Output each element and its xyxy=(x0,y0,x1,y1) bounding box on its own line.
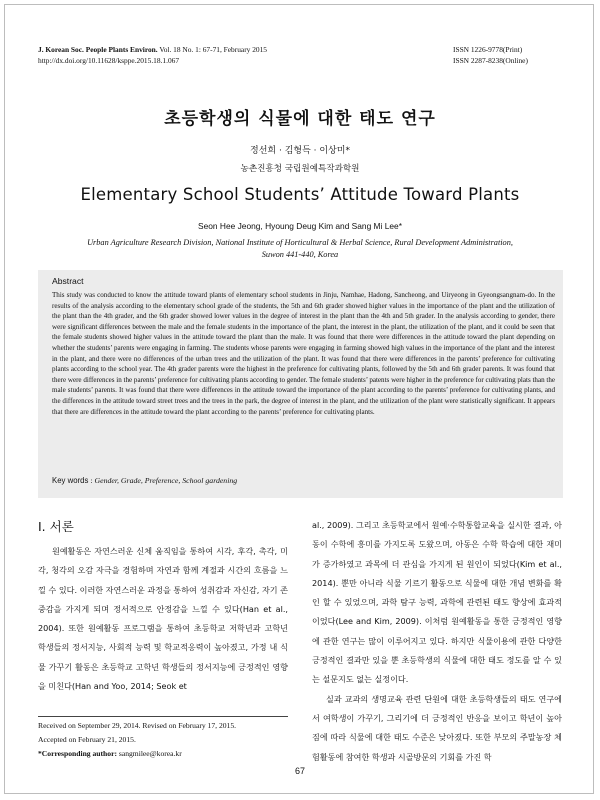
authors-korean: 정선희 · 김형득 · 이상미* xyxy=(250,146,350,156)
body-left-column: 원예활동은 자연스러운 신체 움직임을 통하여 시각, 후각, 촉각, 미각, 청각의 오감 자극을 경험하며 자연과 함께 계절과 시간의 흐름을 느낄 수 있다. 이러한 자연스러운 과정을 통하여 성취감과 자신감, 자기 존중감을 가지게 되며 정서적으로 안정감을 느낄 수 있다(Han et al., 2004). 또한 원예활동 프로그램을 통하여 초등학교 저학년과 고학년 학생들의 정서지능, 사회적 능력 및 학교적응력이 높아졌고, 가정 내 식물 가꾸기 활동은 초등학교 고학년 학생들의 정서지능에 긍정적인 영향을 미친다(Han and Yoo, 2014; Seok et xyxy=(38,546,288,692)
footnote-received: Received on September 29, 2014. Revised on February 17, 2015. xyxy=(38,721,237,730)
keywords-separator: : xyxy=(88,476,95,485)
footnote xyxy=(38,719,290,760)
corresponding-author-label: *Corresponding author: xyxy=(38,748,117,758)
footnote-divider xyxy=(38,716,288,717)
body-right-paragraph-2: 실과 교과의 생명교육 관련 단원에 대한 초등학생들의 태도 연구에서 여학생이 가꾸기, 그리기에 더 긍정적인 반응을 보이고 학년이 높아짐에 따라 식물에 대한 태도 수준은 낮아졌다. 또한 부모의 주말농장 체험활동에 참여한 학생과 시골방문의 기회를 가진 학 xyxy=(312,693,562,762)
doi-link[interactable]: http://dx.doi.org/10.11628/ksppe.2015.18.1.067 xyxy=(38,55,180,65)
corresponding-author-email[interactable]: sangmilee@korea.kr xyxy=(116,748,182,758)
body-right-paragraph-1: al., 2009). 그리고 초등학교에서 원예·수학통합교육을 실시한 결과, 아동이 수학에 흥미를 가지도록 도왔으며, 아동은 수학 학습에 대한 재미가 증가하였고 과목에 더 관심을 가지게 된 원인이 되었다(Kim et al., 2014). 뿐만 아니라 식물 기르기 활동으로 식물에 대한 개념 변화를 확인 할 수 있었으며, 과학 탐구 능력, 과학에 관련된 태도 향상에 효과적이었다(Lee and Kim, 2009). 이처럼 원예활동을 통한 긍정적인 영향에 관한 연구는 많이 이루어지고 있다. 하지만 식물이용에 관한 다양한 긍정적인 결과만 있을 뿐 초등학생의 식물에 대한 태도 정도를 알 수 있는 설문지도 없는 실정이다. xyxy=(312,520,562,685)
body-right-column xyxy=(312,516,562,767)
journal-header xyxy=(38,45,267,66)
journal-volume: Vol. 18 No. 1: 67-71, February 2015 xyxy=(157,45,267,54)
affiliation-english-line1: Urban Agriculture Research Division, National Institute of Horticultural & Herbal Science, Rural Development Administration, xyxy=(87,238,513,247)
keywords-values: Gender, Grade, Preference, School gardening xyxy=(94,476,238,485)
keywords-label: Key words xyxy=(52,476,89,485)
page-number: 67 xyxy=(294,766,305,776)
abstract-text: This study was conducted to know the attitude toward plants of elementary school students in Jinju, Namhae, Hadong, Sancheong, and Uiryeong in Gyeongsangnam-do. In the results of the analysis according to the elementary school grade of the students, the 5th and 6th grader showed higher values in the importance of the plant and the utilization of the plant than the 4th grader, and the 6th grader showed lower values in the degree of interest in the plant than the 4th and 5th grader. In the analysis according to gender, there were significant differences between the male and the female students in the importance of the plant, the interest in the plant, the utilization of the plant, and it could be seen that the female students showed higher values in the attitude toward the plant than the male. It was found that there were differences in the attitude toward the plant depending on whether the students’ parents were engaging in farming. The students whose parents were engaging in farming showed high values in the importance of the plant and the interest in the plant, and there were no differences of the urban trees and the utilization of the plant. It was found that there were differences in the parents’ preference for cultivating plants according to the school year. The 4th grader parents were the highest in the preference for cultivating plants, followed by the 5th and 6th grader parents. It was found that there were differences in the parents’ preference for cultivating plants according to gender. The female students’ patents were higher in the preference for cultivating plats than the male students’ parents. It was found that there were differences in the attitude toward the importance of the plant according to the parents’ preference for cultivating plants, and the differences in the attitude toward street trees and the trees in the park, the degree of interest in the plant, and the utilization of the plant were statistically significant. It appears that there are differences in the attitude toward the plant according to the parents’ preference for cultivating plants. xyxy=(52,291,555,416)
footnote-accepted: Accepted on February 21, 2015. xyxy=(38,734,136,744)
abstract-heading: Abstract xyxy=(52,276,84,286)
issn-print: ISSN 1226-9778(Print) xyxy=(453,45,523,54)
title-english: Elementary School Students’ Attitude Toward Plants xyxy=(80,185,520,204)
affiliation-english-line2: Suwon 441-440, Korea xyxy=(261,250,339,259)
issn-online: ISSN 2287-8238(Online) xyxy=(453,55,528,65)
title-korean: 초등학생의 식물에 대한 태도 연구 xyxy=(164,109,436,129)
issn-block xyxy=(453,45,528,66)
authors-english: Seon Hee Jeong, Hyoung Deug Kim and Sang Mi Lee* xyxy=(198,221,402,231)
affiliation-english xyxy=(60,237,540,261)
section-heading-introduction: Ⅰ. 서론 xyxy=(38,519,74,534)
keywords xyxy=(52,476,237,485)
journal-name: J. Korean Soc. People Plants Environ. xyxy=(38,45,158,54)
affiliation-korean: 농촌진흥청 국립원예특작과학원 xyxy=(240,164,360,174)
